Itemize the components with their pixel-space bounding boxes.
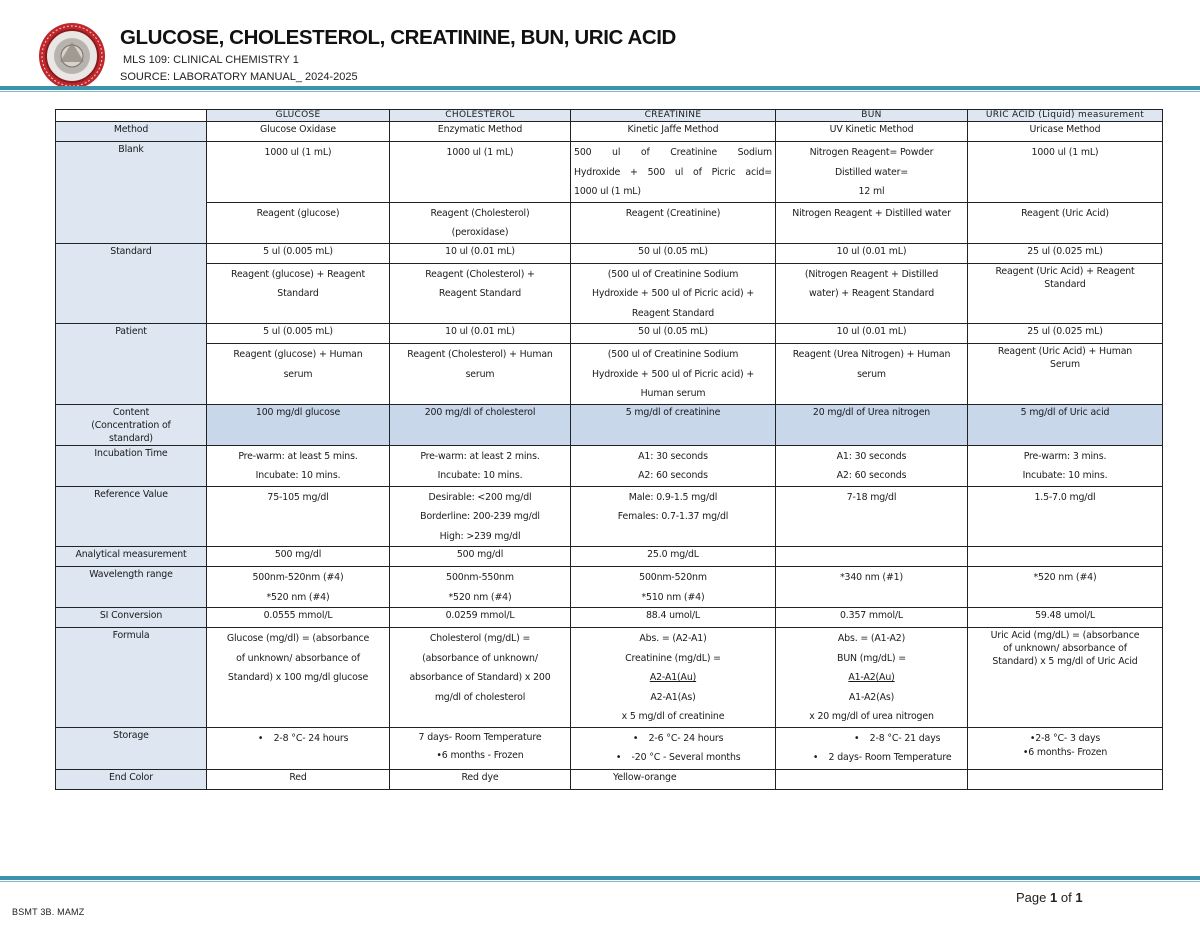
- table-cell: [571, 344, 776, 405]
- cell-line: Human serum: [640, 388, 706, 399]
- table-cell: [968, 263, 1163, 324]
- list-item-text: 6 months- Frozen: [1028, 746, 1108, 758]
- header-row: [56, 110, 1163, 122]
- cell-line: Abs. = (A1-A2): [837, 633, 906, 644]
- cell-line: x 5 mg/dl of creatinine: [621, 711, 725, 722]
- cell-line: Desirable: <200 mg/dl: [428, 491, 532, 503]
- table-cell: 1.5-7.0 mg/dl: [968, 486, 1163, 547]
- cell-line: Reagent (glucose) + Human: [233, 349, 363, 360]
- table-cell: 10 ul (0.01 mL): [390, 324, 571, 344]
- cell-line: *520 nm (#4): [448, 591, 512, 603]
- table-cell: 7-18 mg/dl: [776, 486, 968, 547]
- table-cell: Red: [207, 769, 390, 789]
- table-cell: [571, 445, 776, 486]
- table-cell: Yellow-orange: [571, 769, 776, 789]
- list-item: [574, 729, 772, 748]
- table-cell: Enzymatic Method: [390, 122, 571, 142]
- table-cell: 5 ul (0.005 mL): [207, 324, 390, 344]
- table-cell: [776, 445, 968, 486]
- table-row-wavelength: [56, 567, 1163, 608]
- table-row-incubation: [56, 445, 1163, 486]
- header-rule: [0, 86, 1200, 90]
- row-label: Blank: [56, 142, 207, 244]
- list-item-text: 2-8 °C- 3 days: [1035, 732, 1101, 744]
- cell-line: Hydroxide + 500 ul of Picric acid=: [574, 166, 772, 178]
- cell-line: Nitrogen Reagent= Powder: [809, 147, 934, 158]
- table-cell: Nitrogen Reagent + Distilled water: [776, 202, 968, 243]
- table-cell: [207, 628, 390, 728]
- cell-line: Reagent (Cholesterol) +: [425, 268, 535, 280]
- bullet-icon: •: [853, 732, 860, 744]
- table-row-analytical: [56, 547, 1163, 567]
- list-item-text: 2-6 °C- 24 hours: [648, 732, 724, 744]
- header-rule-thin: [0, 91, 1200, 92]
- cell-line: Reagent (Cholesterol) + Human: [407, 349, 553, 360]
- table-row-blank: [56, 142, 1163, 203]
- table-cell: 0.357 mmol/L: [776, 608, 968, 628]
- page-word: Page: [1016, 890, 1047, 905]
- table-cell: 25 ul (0.025 mL): [968, 324, 1163, 344]
- table-cell: [571, 486, 776, 547]
- table-row-content: [56, 404, 1163, 445]
- table-cell: 10 ul (0.01 mL): [776, 243, 968, 263]
- table-cell: 25 ul (0.025 mL): [968, 243, 1163, 263]
- list-item: [574, 748, 772, 767]
- cell-line: BUN (mg/dL) =: [837, 652, 906, 664]
- university-seal-icon: [38, 22, 106, 90]
- cell-line: Abs. = (A2-A1): [639, 633, 707, 644]
- table-cell: 59.48 umol/L: [968, 608, 1163, 628]
- cell-line: Creatinine (mg/dL) =: [625, 652, 721, 664]
- table-cell: [390, 344, 571, 405]
- table-cell: 1000 ul (1 mL): [207, 142, 390, 203]
- cell-line: x 20 mg/dl of urea nitrogen: [809, 711, 934, 722]
- table-cell: [390, 263, 571, 324]
- table-row-standard: [56, 243, 1163, 263]
- table-row-si-conversion: [56, 608, 1163, 628]
- bullet-icon: •: [257, 732, 264, 744]
- table-cell: [390, 445, 571, 486]
- document-title: GLUCOSE, CHOLESTEROL, CREATININE, BUN, URIC ACID: [120, 26, 676, 49]
- list-item-text: -20 °C - Several months: [631, 751, 741, 763]
- cell-line: Reagent (Uric Acid) + Reagent: [995, 265, 1135, 277]
- row-label: Formula: [56, 628, 207, 728]
- table-cell: Uricase Method: [968, 122, 1163, 142]
- cell-line: Pre-warm: 3 mins.: [1023, 450, 1107, 462]
- cell-line: water) + Reagent Standard: [808, 288, 934, 299]
- table-cell: [571, 567, 776, 608]
- row-label: [56, 404, 207, 445]
- table-cell: [776, 727, 968, 769]
- cell-line: High: >239 mg/dl: [439, 530, 521, 542]
- row-label: Method: [56, 122, 207, 142]
- table-row-method: [56, 122, 1163, 142]
- table-cell: [207, 344, 390, 405]
- table-cell: [207, 567, 390, 608]
- list-item-text: 2 days- Room Temperature: [828, 751, 952, 763]
- table-cell: [571, 628, 776, 728]
- row-label: Reference Value: [56, 486, 207, 547]
- table-cell: [207, 727, 390, 769]
- row-label: SI Conversion: [56, 608, 207, 628]
- table-row-patient: [56, 324, 1163, 344]
- cell-line: 500nm-550nm: [446, 572, 514, 583]
- formula-denominator: A1-A2(As): [848, 691, 895, 703]
- col-head-cholesterol: CHOLESTEROL: [390, 110, 571, 122]
- cell-line: A1: 30 seconds: [638, 450, 708, 462]
- table-cell: [390, 486, 571, 547]
- table-cell: [968, 769, 1163, 789]
- cell-line: standard): [109, 432, 153, 444]
- list-item: [210, 729, 386, 748]
- table-cell: [968, 445, 1163, 486]
- table-cell: Red dye: [390, 769, 571, 789]
- cell-line: (Concentration of: [91, 419, 171, 431]
- formula-numerator: A1-A2(Au): [848, 672, 895, 683]
- table-cell: 5 ul (0.005 mL): [207, 243, 390, 263]
- list-item: [790, 748, 964, 767]
- page-current: 1: [1050, 890, 1058, 905]
- cell-line: Reagent (glucose) + Reagent: [231, 268, 365, 280]
- list-item: [790, 729, 964, 748]
- cell-line: Reagent Standard: [438, 288, 522, 299]
- cell-line: (peroxidase): [451, 227, 509, 238]
- table-cell: 1000 ul (1 mL): [390, 142, 571, 203]
- page-number: [1016, 890, 1083, 905]
- table-cell: [571, 263, 776, 324]
- formula-numerator: A2-A1(Au): [649, 672, 697, 683]
- cell-line: Serum: [1050, 359, 1080, 370]
- table-cell: Kinetic Jaffe Method: [571, 122, 776, 142]
- row-label: Wavelength range: [56, 567, 207, 608]
- table-cell: 50 ul (0.05 mL): [571, 243, 776, 263]
- formula-denominator: A2-A1(As): [650, 691, 696, 703]
- table-cell: [776, 769, 968, 789]
- cell-line: Reagent (Cholesterol): [430, 207, 530, 219]
- comparison-table: [55, 109, 1163, 790]
- cell-line: 1000 ul (1 mL): [574, 186, 641, 197]
- table-cell: [207, 263, 390, 324]
- table-cell: 0.0555 mmol/L: [207, 608, 390, 628]
- table-cell: 50 ul (0.05 mL): [571, 324, 776, 344]
- table-cell: Reagent (Uric Acid): [968, 202, 1163, 243]
- table-cell: 500 mg/dl: [390, 547, 571, 567]
- table-cell: 1000 ul (1 mL): [968, 142, 1163, 203]
- table-cell: *340 nm (#1): [776, 567, 968, 608]
- cell-line: A2: 60 seconds: [638, 470, 708, 481]
- table-cell: [776, 263, 968, 324]
- row-label: Storage: [56, 727, 207, 769]
- cell-line: Male: 0.9-1.5 mg/dl: [628, 491, 718, 503]
- cell-line: serum: [283, 368, 313, 380]
- col-head-bun: BUN: [776, 110, 968, 122]
- cell-line: Incubate: 10 mins.: [255, 470, 341, 481]
- cell-line: of unknown/ absorbance of: [236, 652, 360, 664]
- table-cell: [968, 628, 1163, 728]
- cell-line: Incubate: 10 mins.: [437, 470, 523, 481]
- cell-line: Standard: [1044, 278, 1086, 290]
- table-cell: [571, 727, 776, 769]
- table-cell: 10 ul (0.01 mL): [390, 243, 571, 263]
- cell-line: Cholesterol (mg/dL) =: [429, 633, 531, 644]
- list-item-text: 2-8 °C- 24 hours: [273, 732, 349, 744]
- row-label: End Color: [56, 769, 207, 789]
- table-cell: [968, 344, 1163, 405]
- cell-line: Reagent (Uric Acid) + Human: [997, 346, 1133, 357]
- source-line: SOURCE: LABORATORY MANUAL_ 2024-2025: [120, 71, 358, 83]
- bullet-icon: •: [632, 732, 639, 744]
- table-cell: Glucose Oxidase: [207, 122, 390, 142]
- cell-line: serum: [465, 368, 495, 380]
- cell-line: Pre-warm: at least 5 mins.: [238, 450, 358, 462]
- table-cell: *520 nm (#4): [968, 567, 1163, 608]
- row-label: Patient: [56, 324, 207, 405]
- row-label: Incubation Time: [56, 445, 207, 486]
- table-cell: 100 mg/dl glucose: [207, 404, 390, 445]
- table-cell: [390, 727, 571, 769]
- bullet-icon: •: [615, 751, 622, 763]
- cell-line: (Nitrogen Reagent + Distilled: [804, 268, 939, 280]
- table-cell: [776, 142, 968, 203]
- col-head-glucose: GLUCOSE: [207, 110, 390, 122]
- cell-line: Reagent Standard: [631, 307, 715, 319]
- corner-cell: [56, 110, 207, 122]
- cell-line: absorbance of Standard) x 200: [409, 672, 551, 683]
- cell-line: Standard) x 5 mg/dl of Uric Acid: [992, 656, 1138, 667]
- table-cell: Reagent (glucose): [207, 202, 390, 243]
- bullet-icon: •: [436, 750, 442, 761]
- table-cell: [968, 727, 1163, 769]
- cell-line: Borderline: 200-239 mg/dl: [420, 511, 540, 522]
- table-cell: 25.0 mg/dL: [571, 547, 776, 567]
- table-row-storage: [56, 727, 1163, 769]
- table-cell: Reagent (Creatinine): [571, 202, 776, 243]
- list-item: [971, 732, 1159, 746]
- of-word: of: [1060, 890, 1072, 905]
- cell-line: Standard: [277, 288, 319, 299]
- cell-line: mg/dl of cholesterol: [434, 691, 526, 703]
- cell-line: A1: 30 seconds: [836, 450, 907, 462]
- cell-line: 500nm-520nm (#4): [252, 572, 344, 583]
- cell-line: Standard) x 100 mg/dl glucose: [227, 672, 369, 683]
- bullet-icon: •: [1022, 746, 1029, 758]
- table-cell: 88.4 umol/L: [571, 608, 776, 628]
- table-row-reference: [56, 486, 1163, 547]
- cell-line: Hydroxide + 500 ul of Picric acid) +: [591, 368, 755, 380]
- col-head-creatinine: CREATININE: [571, 110, 776, 122]
- table-cell: [390, 567, 571, 608]
- table-cell: [571, 142, 776, 203]
- cell-line: *510 nm (#4): [641, 591, 705, 603]
- cell-line: (500 ul of Creatinine Sodium: [607, 268, 739, 280]
- table-cell: [776, 547, 968, 567]
- bullet-icon: •: [1029, 732, 1036, 744]
- table-cell: 5 mg/dl of creatinine: [571, 404, 776, 445]
- cell-line: Glucose (mg/dl) = (absorbance: [226, 633, 370, 644]
- cell-line: Hydroxide + 500 ul of Picric acid) +: [591, 288, 755, 299]
- cell-line: of unknown/ absorbance of: [1003, 643, 1127, 654]
- list-item: [971, 746, 1159, 760]
- cell-line: 12 ml: [858, 186, 885, 197]
- cell-line: (absorbance of unknown/: [422, 652, 538, 664]
- table-cell: 20 mg/dl of Urea nitrogen: [776, 404, 968, 445]
- table-row-patient-mix: [56, 344, 1163, 405]
- course-line: MLS 109: CLINICAL CHEMISTRY 1: [123, 54, 299, 66]
- table-cell: 0.0259 mmol/L: [390, 608, 571, 628]
- page-total: 1: [1075, 890, 1083, 905]
- table-row-standard-mix: [56, 263, 1163, 324]
- footer-rule-thin: [0, 881, 1200, 882]
- col-head-uric-acid: URIC ACID (Liquid) measurement: [968, 110, 1163, 122]
- cell-line: Females: 0.7-1.37 mg/dl: [617, 511, 729, 522]
- row-label: Analytical measurement: [56, 547, 207, 567]
- cell-line: serum: [857, 368, 886, 380]
- table-cell: 5 mg/dl of Uric acid: [968, 404, 1163, 445]
- row-label: Standard: [56, 243, 207, 324]
- table-cell: [390, 202, 571, 243]
- cell-line: A2: 60 seconds: [836, 470, 907, 481]
- cell-line: *520 nm (#4): [266, 591, 330, 603]
- table-cell: [968, 547, 1163, 567]
- cell-line: Content: [112, 406, 150, 418]
- table-cell: 500 mg/dl: [207, 547, 390, 567]
- footer-rule: [0, 876, 1200, 880]
- table-cell: 200 mg/dl of cholesterol: [390, 404, 571, 445]
- table-cell: 10 ul (0.01 mL): [776, 324, 968, 344]
- cell-line: Reagent (Urea Nitrogen) + Human: [792, 349, 951, 360]
- cell-line: 500 ul of Creatinine Sodium: [574, 147, 772, 158]
- cell-line: Incubate: 10 mins.: [1022, 470, 1108, 481]
- list-item: [393, 747, 567, 766]
- cell-line: 500nm-520nm: [639, 572, 707, 583]
- bullet-icon: •: [812, 751, 819, 763]
- cell-line: Uric Acid (mg/dL) = (absorbance: [990, 630, 1140, 641]
- author-label: BSMT 3B. MAMZ: [12, 907, 85, 917]
- cell-line: (500 ul of Creatinine Sodium: [607, 349, 739, 360]
- table-row-formula: [56, 628, 1163, 728]
- table-row-blank-mix: [56, 202, 1163, 243]
- table-cell: UV Kinetic Method: [776, 122, 968, 142]
- list-item-text: 6 months - Frozen: [441, 750, 524, 761]
- table-cell: [776, 344, 968, 405]
- list-item-text: 7 days- Room Temperature: [418, 731, 542, 743]
- table-cell: [207, 445, 390, 486]
- list-item-text: 2-8 °C- 21 days: [869, 732, 941, 744]
- table-cell: [776, 628, 968, 728]
- table-cell: 75-105 mg/dl: [207, 486, 390, 547]
- table-row-end-color: [56, 769, 1163, 789]
- cell-line: Distilled water=: [834, 166, 909, 178]
- cell-line: Pre-warm: at least 2 mins.: [420, 450, 540, 462]
- table-cell: [390, 628, 571, 728]
